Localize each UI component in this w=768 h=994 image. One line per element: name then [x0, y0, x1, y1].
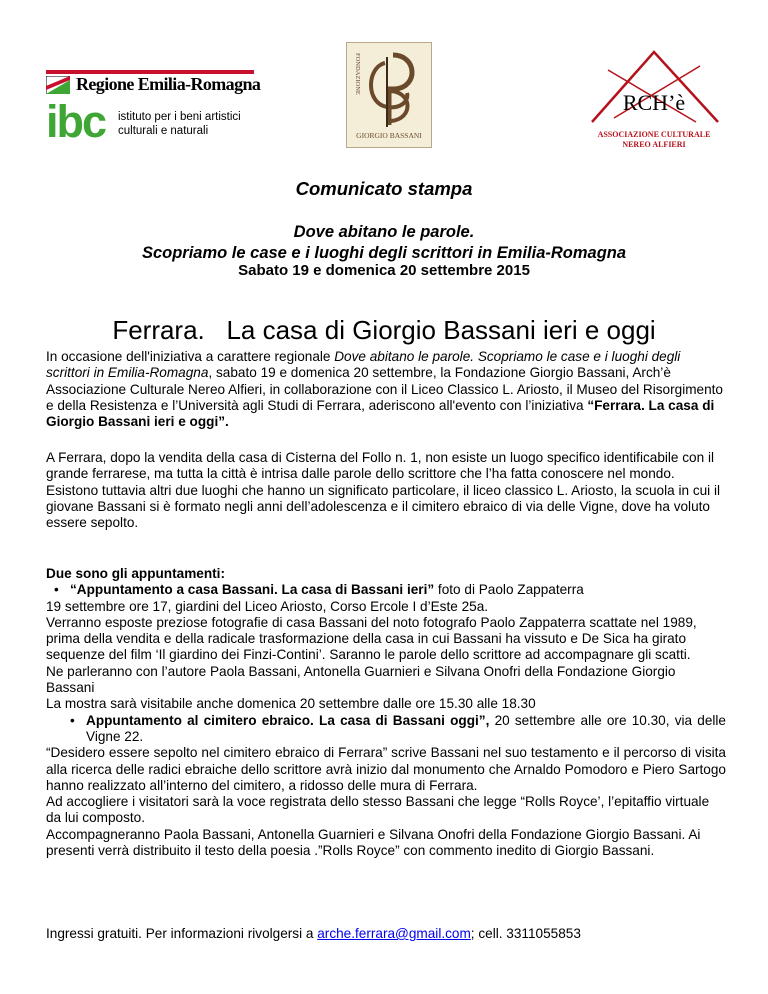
intro-italic: Dove abitano le parole. Scopriamo le case e i luoghi degli scrittori in Emilia-Romagna	[46, 349, 681, 381]
appointment-1-title: “Appuntamento a casa Bassani. La casa di Bassani ieri”	[70, 582, 435, 598]
appointments-heading	[46, 566, 726, 582]
appointments-section	[46, 566, 726, 859]
arche-logo-text: RCH’è	[622, 90, 686, 115]
footer-phone: ; cell. 3311055853	[470, 926, 581, 941]
footer-contacts	[46, 926, 581, 941]
appointment-1-author: foto di Paolo Zappaterra	[434, 582, 584, 598]
appointment-1-item	[46, 582, 726, 598]
ibc-subtitle	[118, 110, 268, 138]
appointment-1-when: 19 settembre ore 17, giardini del Liceo Ariosto, Corso Ercole I d’Este 25a.	[46, 598, 489, 614]
appointment-2-item	[46, 713, 726, 746]
fondazione-vertical-text: FONDAZIONE	[354, 53, 361, 95]
context-paragraph	[46, 450, 726, 531]
email-link[interactable]: arche.ferrara@gmail.com	[317, 926, 471, 941]
bullet-icon: •	[70, 712, 75, 728]
intro-paragraph	[46, 349, 726, 430]
appointment-2-description: “Desidero essere sepolto nel cimitero ebraico di Ferrara” scrive Bassani nel suo testamento e il percorso di visita alla ricerca delle radici ebraiche dello scrittore avrà inizio dal monumento che Arnaldo Pomodoro e Piero Sartogo hanno realizzato all’interno del cimitero, a ridosso delle mura di Ferrara.	[46, 745, 726, 793]
appointment-2-voice: Ad accogliere i visitatori sarà la voce registrata dello stesso Bassani che legge “Rolls Royce’, l’epitaffio virtuale da lui composto.	[46, 794, 710, 826]
event-subtitle-line1: Dove abitano le parole.	[293, 223, 475, 241]
arche-roof-icon	[578, 48, 730, 128]
appointment-2-speakers: Accompagneranno Paola Bassani, Antonella Guarnieri e Silvana Onofri della Fondazione Giorgio Bassani. Ai presenti verrà distribuito il testo della poesia .”Rolls Royce” con commento inedito di Giorgio Bassani.	[46, 826, 701, 859]
appointments-heading-text: Due sono gli appuntamenti:	[46, 566, 225, 581]
logo-arche	[578, 48, 730, 158]
fondazione-name: GIORGIO BASSANI	[356, 131, 422, 140]
intro-text-2: , sabato 19 e domenica 20 settembre, la Fondazione Giorgio Bassani, Arch’è Associazione Culturale Nereo Alfieri, in collaborazione con il Liceo Classico L. Ariosto, il Museo del Risorgimento e della Resistenza e l’Università agli Studi di Ferrara, aderiscono all'evento con l’iniziativa	[46, 365, 723, 413]
appointment-1-extra: La mostra sarà visitabile anche domenica 20 settembre dalle ore 15.30 alle 18.30	[46, 696, 536, 712]
context-text-1: A Ferrara, dopo la vendita della casa di Cisterna del Follo n. 1, non esiste un luogo specifico identificabile con il grande ferrarese, ma tutta la città è intrisa dalle parole dello scrittore che l’ha fatta conoscere nel mondo.	[46, 450, 714, 482]
ibc-logo-text: ibc	[46, 96, 106, 147]
appointment-2-title: Appuntamento al cimitero ebraico. La casa di Bassani oggi”,	[86, 712, 490, 728]
bullet-icon: •	[54, 582, 59, 598]
arche-subtitle-line1: ASSOCIAZIONE CULTURALE	[597, 130, 711, 139]
event-date: Sabato 19 e domenica 20 settembre 2015	[238, 262, 530, 279]
footer-text: Ingressi gratuiti. Per informazioni rivolgersi a	[46, 926, 318, 941]
page-title: Ferrara. La casa di Giorgio Bassani ieri e oggi	[112, 315, 656, 345]
arche-subtitle-line2: NEREO ALFIERI	[622, 140, 686, 149]
event-subtitle-line2: Scopriamo le case e i luoghi degli scrittori in Emilia-Romagna	[141, 244, 627, 262]
intro-text-1: In occasione dell'iniziativa a carattere regionale	[46, 349, 335, 364]
arche-subtitle	[578, 130, 730, 150]
appointment-2-when: 20 settembre alle ore 10.30, via delle Vigne 22.	[86, 712, 726, 744]
logo-fondazione-bassani	[346, 42, 432, 148]
appointment-1-speakers: Ne parleranno con l’autore Paola Bassani, Antonella Guarnieri e Silvana Onofri della Fondazione Giorgio Bassani	[46, 663, 676, 696]
context-text-2: Esistono tuttavia altri due luoghi che hanno un significato particolare, il liceo classico L. Ariosto, la scuola in cui il giovane Bassani si è formato negli anni dell’adolescenza e il cimitero ebraico di via delle Vigne, dove ha voluto essere sepolto.	[46, 482, 721, 531]
comunicato-heading: Comunicato stampa	[295, 178, 473, 199]
ibc-subtitle-line2: culturali e naturali	[118, 125, 209, 137]
appointment-1-description: Verranno esposte preziose fotografie di casa Bassani del noto fotografo Paolo Zappaterra scattate nel 1989, prima della vendita e della radicale trasformazione della casa in cui Bassani ha vissuto e De Sica ha girato sequenze del film ‘Il giardino dei Finzi-Contini’. Saranno le parole dello scrittore ad accompagnare gli scatti.	[46, 614, 697, 663]
ibc-subtitle-line1: istituto per i beni artistici	[118, 111, 241, 123]
rer-logo-text: Regione Emilia-Romagna	[76, 74, 261, 94]
logo-regione-ibc	[46, 70, 261, 160]
event-subtitle	[0, 222, 768, 264]
intro-bold: “Ferrara. La casa di Giorgio Bassani ieri e oggi”.	[46, 397, 715, 430]
